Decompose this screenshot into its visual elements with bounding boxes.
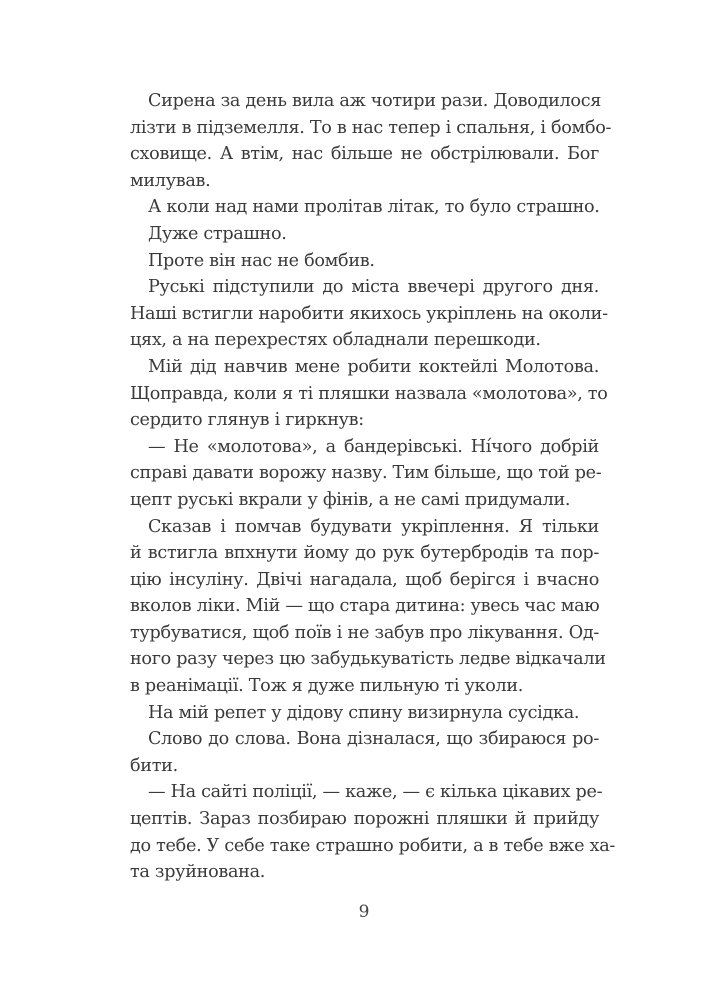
- text-line: сердито глянув і гиркнув:: [130, 410, 364, 431]
- text-line: в реанімації. Тож я дуже пильную ті уколи.: [130, 676, 524, 697]
- text-line: Мій дід навчив мене робити коктейлі Молотова.: [148, 356, 599, 377]
- text-line: справі давати ворожу назву. Тим більше, що той ре-: [130, 463, 602, 484]
- paragraph: [130, 700, 599, 727]
- paragraph: [130, 88, 612, 194]
- text-line: вколов ліки. Мій — що стара дитина: увесь час маю: [130, 596, 600, 617]
- book-page-text: [130, 88, 616, 886]
- paragraph: [130, 274, 608, 354]
- text-line: Щоправда, коли я ті пляшки назвала «молотова», то: [130, 383, 608, 404]
- text-line: та зруйнована.: [130, 862, 266, 883]
- text-line: — На сайті поліції, — каже, — є кілька цікавих ре-: [148, 782, 603, 803]
- text-line: А коли над нами пролітав літак, то було страшно.: [148, 197, 600, 218]
- text-line: до тебе. У себе таке страшно робити, а в тебе вже ха-: [130, 835, 616, 856]
- paragraph: [130, 779, 616, 885]
- text-line: На мій репет у дідову спину визирнула сусідка.: [148, 702, 580, 723]
- text-line: цепт руські вкрали у фінів, а не самі придумали.: [130, 489, 571, 510]
- paragraph: [130, 248, 599, 275]
- text-line: й встигла впхнути йому до рук бутербродів та пор-: [130, 543, 599, 564]
- paragraph: [130, 221, 599, 248]
- text-line: ного разу через цю забудькуватість ледве відкачали: [130, 649, 606, 670]
- text-line: Наші встигли наробити якихось укріплень на околи-: [130, 303, 608, 324]
- text-line: сховище. А втім, нас більше не обстрілювали. Бог: [130, 144, 599, 165]
- text-line: Слово до слова. Вона дізналася, що збираюся ро-: [148, 729, 599, 750]
- paragraph: [130, 194, 599, 221]
- text-line: Руські підступили до міста ввечері другого дня.: [148, 277, 599, 298]
- text-line: Сказав і помчав будувати укріплення. Я тільки: [148, 516, 599, 537]
- text-line: турбуватися, щоб поїв і не забув про лікування. Од-: [130, 622, 599, 643]
- text-line: цептів. Зараз позбираю порожні пляшки й прийду: [130, 809, 599, 830]
- page-number: 9: [358, 902, 370, 922]
- paragraph: [130, 726, 599, 779]
- paragraph: [130, 434, 602, 514]
- text-line: бити.: [130, 755, 178, 776]
- text-line: цях, а на перехрестях обладнали перешкоди.: [130, 330, 541, 351]
- text-line: Проте він нас не бомбив.: [148, 250, 375, 271]
- text-line: — Не «молотова», а бандерівські. Ні́чого добрій: [148, 436, 599, 457]
- text-line: Сирена за день вила аж чотири рази. Доводилося: [148, 91, 602, 111]
- paragraph: [130, 514, 606, 700]
- text-line: Дуже страшно.: [148, 223, 287, 244]
- text-line: цію інсуліну. Двічі нагадала, щоб берігся і вчасно: [130, 569, 599, 590]
- paragraph: [130, 354, 608, 434]
- text-line: милував.: [130, 170, 211, 191]
- text-line: лізти в підземелля. То в нас тепер і спальня, і бомбо-: [130, 117, 612, 138]
